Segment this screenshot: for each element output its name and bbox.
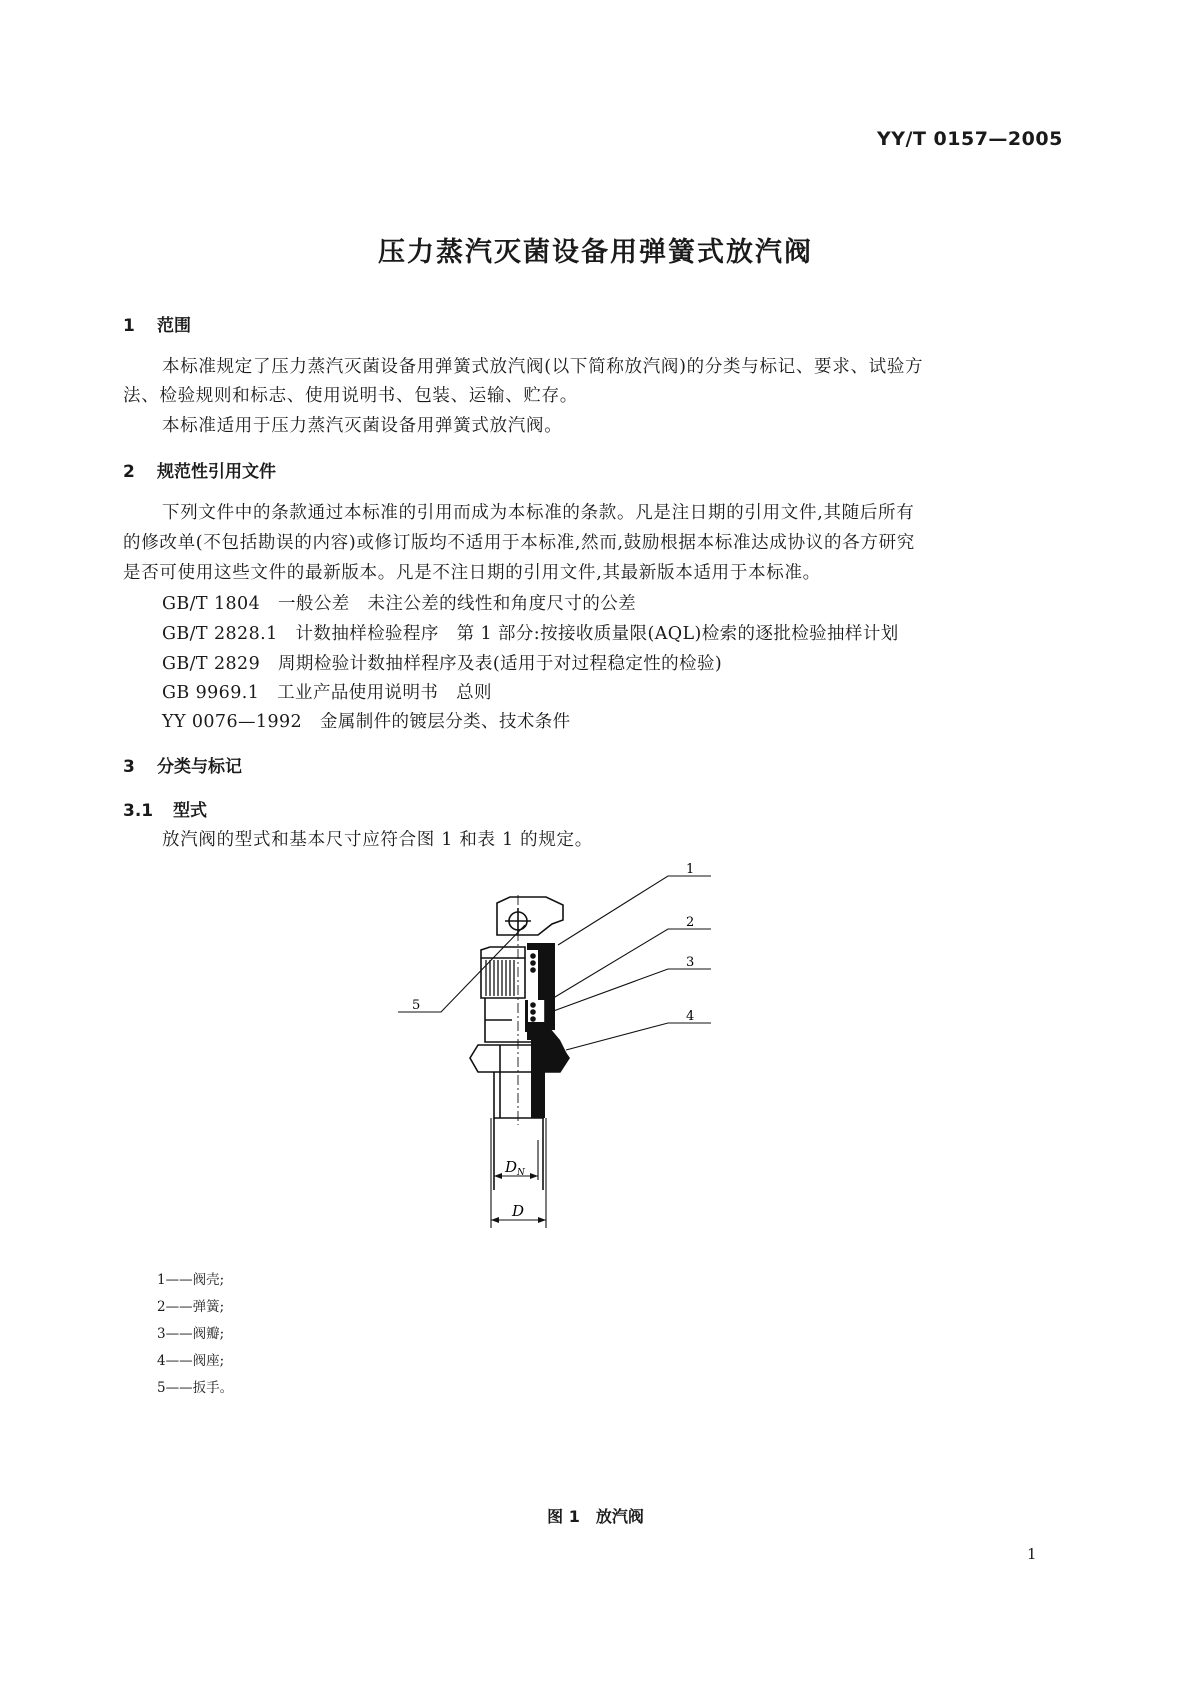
reference-title: 计数抽样检验程序 第 1 部分:按接收质量限(AQL)检索的逐批检验抽样计划 bbox=[295, 624, 899, 644]
section-3-number: 3 bbox=[123, 757, 135, 777]
callout-5: 5 bbox=[412, 998, 421, 1013]
section-1-para-line-2: 法、检验规则和标志、使用说明书、包装、运输、贮存。 bbox=[123, 386, 578, 406]
page-number: 1 bbox=[1027, 1545, 1037, 1563]
reference-code: GB 9969.1 bbox=[162, 683, 260, 703]
reference-code: GB/T 1804 bbox=[162, 594, 261, 614]
dim-dn-subscript: N bbox=[517, 1168, 525, 1178]
figure-caption: 图 1 放汽阀 bbox=[547, 1507, 644, 1526]
section-3-1-para: 放汽阀的型式和基本尺寸应符合图 1 和表 1 的规定。 bbox=[162, 830, 593, 850]
section-1-para-line-1: 本标准规定了压力蒸汽灭菌设备用弹簧式放汽阀(以下简称放汽阀)的分类与标记、要求、试验方 bbox=[162, 357, 924, 377]
section-3-1-number: 3.1 bbox=[123, 801, 154, 821]
legend-item-3: 3——阀瓣; bbox=[157, 1326, 225, 1342]
callout-2: 2 bbox=[686, 915, 695, 930]
knurl-pattern bbox=[486, 960, 514, 996]
dim-d-label: D bbox=[512, 1202, 525, 1220]
section-1-para-line-3: 本标准适用于压力蒸汽灭菌设备用弹簧式放汽阀。 bbox=[162, 416, 563, 436]
dim-dn-label bbox=[504, 1158, 526, 1178]
section-2-number: 2 bbox=[123, 462, 135, 482]
section-2-para-line-2: 的修改单(不包括勘误的内容)或修订版均不适用于本标准,然而,鼓励根据本标准达成协议的各方研究 bbox=[123, 533, 915, 553]
section-1-title: 范围 bbox=[157, 316, 191, 336]
section-3-title: 分类与标记 bbox=[157, 757, 242, 777]
reference-code: YY 0076—1992 bbox=[162, 712, 303, 732]
reference-code: GB/T 2828.1 bbox=[162, 624, 278, 644]
dim-dn-letter: D bbox=[505, 1158, 518, 1176]
reference-title: 一般公差 未注公差的线性和角度尺寸的公差 bbox=[278, 594, 637, 614]
legend-item-4: 4——阀座; bbox=[157, 1353, 225, 1369]
callout-3: 3 bbox=[686, 955, 695, 970]
section-2-title: 规范性引用文件 bbox=[157, 462, 276, 482]
spring-coils bbox=[530, 953, 536, 1022]
document-title: 压力蒸汽灭菌设备用弹簧式放汽阀 bbox=[378, 237, 813, 268]
reference-code: GB/T 2829 bbox=[162, 654, 261, 674]
callout-1: 1 bbox=[686, 862, 695, 877]
legend-item-5: 5——扳手。 bbox=[157, 1380, 234, 1396]
reference-title: 金属制件的镀层分类、技术条件 bbox=[319, 712, 571, 732]
callout-4: 4 bbox=[686, 1009, 695, 1024]
reference-title: 工业产品使用说明书 总则 bbox=[277, 683, 492, 703]
section-3-1-title: 型式 bbox=[173, 801, 207, 821]
section-2-para-line-3: 是否可使用这些文件的最新版本。凡是不注日期的引用文件,其最新版本适用于本标准。 bbox=[123, 563, 821, 583]
legend-item-2: 2——弹簧; bbox=[157, 1299, 225, 1315]
standard-code: YY/T 0157—2005 bbox=[877, 128, 1063, 150]
section-1-number: 1 bbox=[123, 316, 135, 336]
reference-title: 周期检验计数抽样程序及表(适用于对过程稳定性的检验) bbox=[278, 654, 723, 674]
legend-item-1: 1——阀壳; bbox=[157, 1272, 225, 1288]
section-2-para-line-1: 下列文件中的条款通过本标准的引用而成为本标准的条款。凡是注日期的引用文件,其随后所有 bbox=[162, 503, 915, 523]
